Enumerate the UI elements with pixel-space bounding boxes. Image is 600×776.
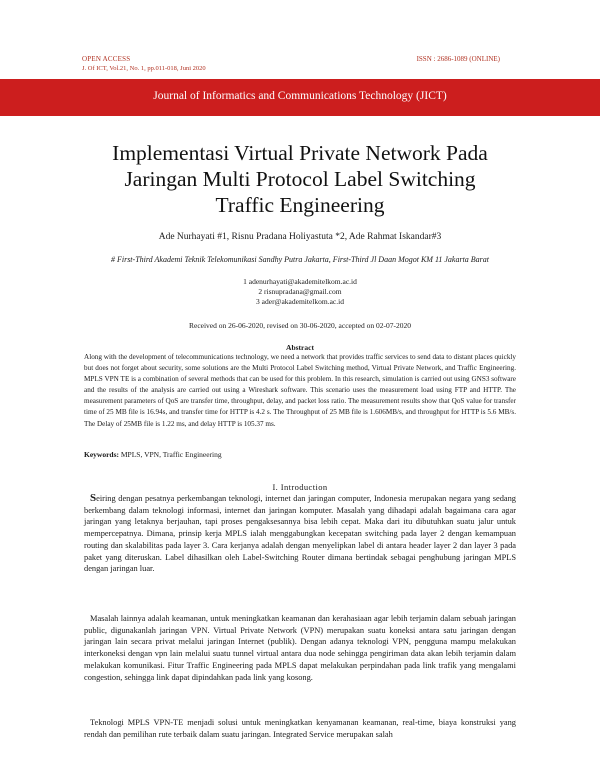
journal-reference: J. Of ICT, Vol.21, No. 1, pp.011-018, Juni 2020 (82, 65, 206, 72)
affiliation: # First-Third Akademi Teknik Telekomunikasi Sandhy Putra Jakarta, First-Third Jl Daan Mogot KM 11 Jakarta Barat (110, 255, 490, 264)
paragraph-text: eiring dengan pesatnya perkembangan teknologi, internet dan jaringan computer, Indonesia merupakan negara yang sedang berkembang dalam teknologi informasi, internet dan jaringan komputer. Masalah yang dihadapi adalah bagaimana cara agar jaringan yang letaknya berjauhan, tapi proses pengaksesannya bisa lebih cepat. Maka dari itu dibutuhkan suatu jalur untuk mempercepatnya. Dimana, prinsip kerja MPLS ialah menggabungkan kecepatan switching pada layer 2 dengan kemampuan routing dan skalabilitas pada layer 3. Cara kerjanya adalah dengan menyelipkan label di antara header layer 2 dan layer 3 pada paket yang diteruskan. Label dihasilkan oleh Label-Switching Router dimana bertindak sebagai penghubung jaringan MPLS dengan jaringan luar. (84, 494, 516, 574)
keywords (84, 450, 516, 459)
author-list: Ade Nurhayati #1, Risnu Pradana Holiyastuta *2, Ade Rahmat Iskandar#3 (158, 232, 442, 242)
intro-paragraph-3 (84, 717, 516, 740)
intro-paragraph-2 (84, 613, 516, 683)
received-dates: Received on 26-06-2020, revised on 30-06-2020, accepted on 02-07-2020 (188, 321, 412, 330)
journal-meta (82, 55, 500, 79)
open-access-label: OPEN ACCESS (82, 55, 131, 63)
keywords-value: MPLS, VPN, Traffic Engineering (120, 450, 222, 459)
section-heading: I. Introduction (272, 482, 328, 492)
email-link[interactable]: 1 adenurhayati@akademitelkom.ac.id (243, 277, 357, 286)
paragraph-text: Teknologi MPLS VPN-TE menjadi solusi untuk meningkatkan kenyamanan keamanan, real-time, biaya konstruksi yang rendah dan pemilihan rute terbaik dalam suatu jaringan. Integrated Service merupakan salah (84, 718, 516, 739)
abstract-text: Along with the development of telecommunications technology, we need a network that provides traffic services to send data to distant places quickly but does not forget about security, some solutions are the Multi Protocol Label Switching method, Virtual Private Network, and Traffic Engineering. MPLS VPN TE is a combination of several methods that can be used for this problem. In this research, simulation is carried out using GNS3 software and the results of the analysis are carried out using a Wireshark software. This scenario uses the measurement load using FTP and HTTP. The measurement parameters of QoS are transfer time, throughput, delay, and packet loss ratio. The measurement results show that QoS value for transfer time of 25 MB file is 16.94s, and transfer time for HTTP is 4.2 s. The Throughput of 25 MB file is 1.606MB/s, and throughput for HTTP is 5.6 MB/s. The Delay of 25MB file is 1.22 ms, and delay HTTP is 105.37 ms. (84, 353, 516, 428)
email-link[interactable]: 2 risnupradana@gmail.com (258, 287, 342, 296)
paragraph-text: Masalah lainnya adalah keamanan, untuk meningkatkan keamanan dan kerahasiaan agar lebih terjamin dalam sebuah jaringan public, digunakanlah jaringan VPN. Virtual Private Network (VPN) merupakan suatu koneksi antara satu jaringan dengan jaringan lain secara privat melalui jaringan Internet (publik). Dengan adanya teknologi VPN, pengguna mampu melakukan interkoneksi dengan vpn lain melalui suatu tunnel virtual antara dua node sehingga pengiriman data akan lebih terjamin dalam melakukan komunikasi. Fitur Traffic Engineering pada MPLS dapat melakukan perpindahan pada link trafik yang mengalami congestion, sehingga link dapat dipindahkan pada link yang kosong. (84, 614, 516, 682)
title-line: Traffic Engineering (215, 193, 385, 217)
intro-paragraph-1 (84, 493, 516, 575)
title-line: Implementasi Virtual Private Network Pada (112, 141, 488, 165)
author-emails (100, 277, 500, 307)
email-link[interactable]: 3 ader@akademitelkom.ac.id (256, 297, 344, 306)
title-line: Jaringan Multi Protocol Label Switching (124, 167, 476, 191)
abstract-heading: Abstract (286, 343, 314, 352)
paper-title (60, 140, 540, 218)
keywords-label: Keywords: (84, 450, 119, 459)
issn-label: ISSN : 2686-1089 (ONLINE) (416, 55, 500, 63)
journal-title: Journal of Informatics and Communications Technology (JICT) (153, 90, 447, 102)
journal-banner (0, 79, 600, 116)
drop-cap: S (90, 492, 97, 504)
